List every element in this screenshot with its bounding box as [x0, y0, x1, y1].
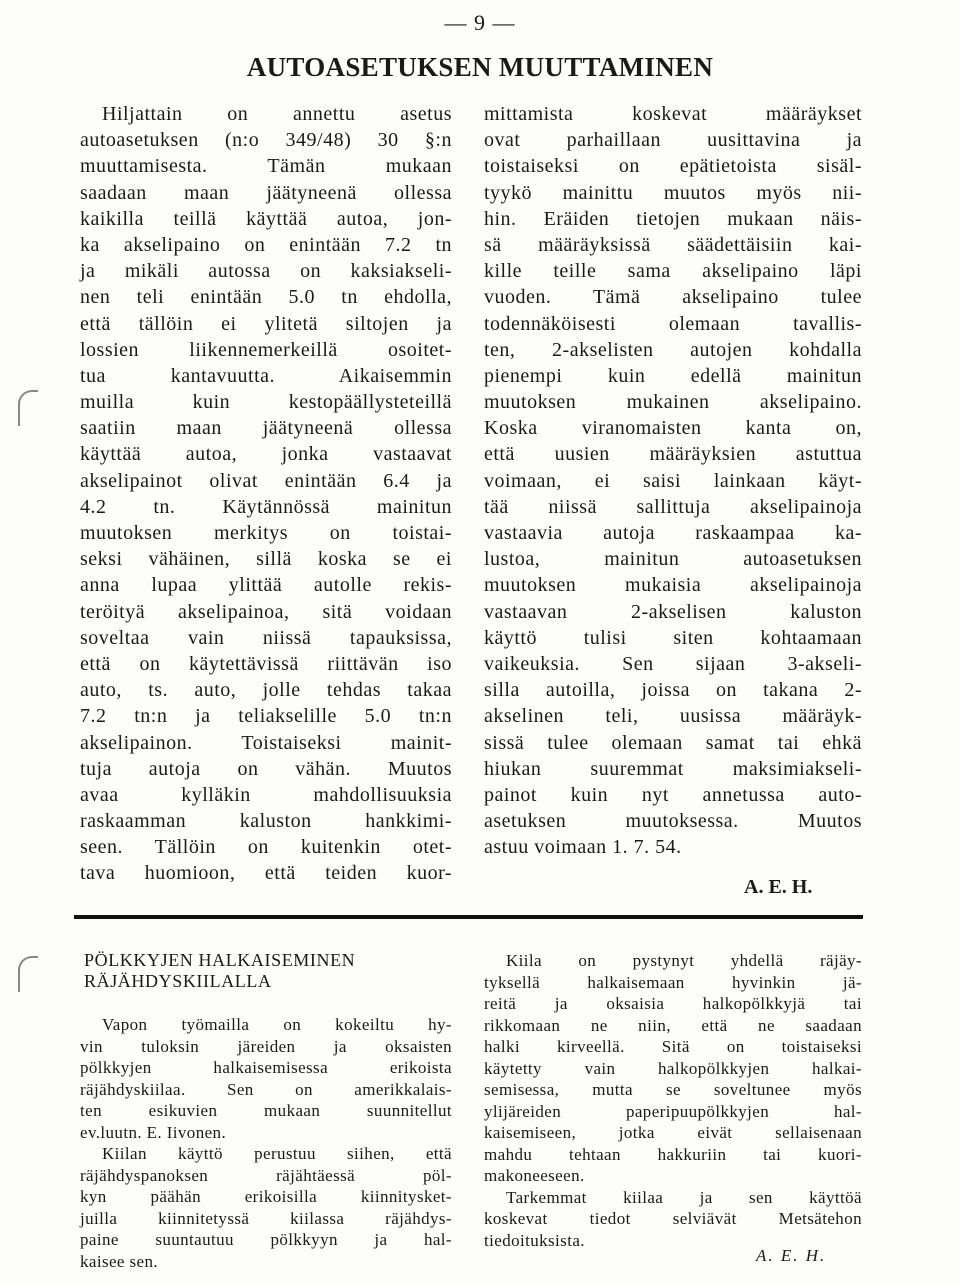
text-line: vin tuloksin järeiden ja oksaisten — [80, 1036, 452, 1056]
text-line: silla autoilla, joissa on takana 2- — [484, 679, 862, 702]
article1-author: A. E. H. — [744, 876, 813, 898]
text-line: kaisee sen. — [80, 1251, 159, 1271]
article2-author: A. E. H. — [756, 1246, 827, 1265]
text-line: ten, 2-akselisten autojen kohdalla — [484, 338, 862, 361]
text-line: seksi vähäinen, sillä koska se ei — [80, 548, 452, 571]
text-line: vastaavan 2-akselisen kaluston — [484, 600, 862, 623]
text-line: tua kantavuutta. Aikaisemmin — [80, 364, 452, 387]
article2-title-line1: PÖLKKYJEN HALKAISEMINEN — [84, 950, 356, 970]
article1-right-column — [484, 101, 862, 860]
text-line: rikkomaan ne niin, että ne saadaan — [484, 1015, 862, 1035]
text-line: kille teille sama akselipaino läpi — [484, 260, 862, 283]
text-line: anna lupaa ylittää autolle rekis- — [80, 574, 452, 597]
text-line: Kiilan käyttö perustuu siihen, että — [102, 1144, 452, 1163]
text-line: makoneeseen. — [484, 1166, 585, 1185]
text-line: paine suuntautuu pölkkyyn ja hal- — [80, 1230, 452, 1249]
text-line: astuu voimaan 1. 7. 54. — [484, 836, 682, 859]
text-line: vuoden. Tämä akselipaino tulee — [484, 286, 862, 309]
text-line: koskevat tiedot selviävät Metsätehon — [484, 1209, 862, 1228]
text-line: muutoksen mukaisia akselipainoja — [484, 574, 862, 597]
text-line: lossien liikennemerkeillä osoitet- — [80, 338, 452, 361]
margin-mark — [18, 956, 38, 992]
text-line: raskaamman kaluston hankkimi- — [80, 810, 452, 833]
text-line: käytetty vain halkopölkkyjen halkai- — [484, 1058, 862, 1078]
text-line: ja mikäli autossa on kaksiakseli- — [80, 260, 452, 283]
text-line: tyksellä halkaisemaan hyvinkin jä- — [484, 972, 862, 992]
text-line: sä määräyksissä säädettäisiin kai- — [484, 233, 862, 256]
text-line: ten esikuvien mukaan suunnitellut — [80, 1101, 452, 1120]
text-line: kaisemiseen, jotka eivät sellaisenaan — [484, 1123, 862, 1142]
text-line: muilla kuin kestopäällysteteillä — [80, 391, 452, 414]
text-line: auto, ts. auto, jolle tehdas takaa — [80, 679, 452, 702]
text-line: reitä ja oksaisia halkopölkkyjä tai — [484, 994, 862, 1013]
text-line: toistaiseksi on epätietoista sisäl- — [484, 155, 862, 178]
text-line: lustoa, mainitun autoasetuksen — [484, 548, 862, 571]
text-line: käyttää autoa, jonka vastaavat — [80, 443, 452, 466]
text-line: saadaan maan jäätyneenä ollessa — [80, 181, 452, 204]
text-line: että tällöin ei ylitetä siltojen ja — [80, 312, 452, 335]
text-line: vastaavia autoja raskaampaa ka- — [484, 522, 862, 544]
text-line: mittamista koskevat määräykset — [484, 103, 862, 125]
text-line: akselipainon. Toistaiseksi mainit- — [80, 731, 452, 754]
text-line: kaikilla teillä käyttää autoa, jon- — [80, 207, 452, 230]
text-line: todennäköisesti olemaan tavallis- — [484, 312, 862, 335]
text-line: halki kirveellä. Sitä on toistaiseksi — [484, 1037, 862, 1056]
article2-title-line2: RÄJÄHDYSKIILALLA — [84, 971, 272, 991]
text-line: pienempi kuin edellä mainitun — [484, 364, 862, 387]
text-line: tuja autoja on vähän. Muutos — [80, 757, 452, 780]
text-line: käyttö tulisi siten kohtaamaan — [484, 626, 862, 649]
text-line: ev.luutn. E. Iivonen. — [80, 1122, 227, 1142]
text-line: semisessa, mutta se soveltunee myös — [484, 1080, 862, 1099]
article2-left-column — [80, 1014, 452, 1272]
text-line: voimaan, ei saisi lainkaan käyt- — [484, 469, 862, 492]
text-line: että uusien määräyksien astuttua — [484, 443, 862, 466]
text-line: ylijäreiden paperipuupölkkyjen hal- — [484, 1101, 862, 1121]
text-line: saatiin maan jäätyneenä ollessa — [80, 417, 452, 440]
text-line: tava huomioon, että teiden kuor- — [80, 862, 452, 885]
text-line: muutoksen mukainen akselipaino. — [484, 391, 862, 414]
text-line: pölkkyjen halkaisemisessa erikoista — [80, 1058, 452, 1077]
article-title: AUTOASETUKSEN MUUTTAMINEN — [246, 52, 714, 82]
text-line: sissä tulee olemaan samat tai ehkä — [484, 731, 862, 754]
text-line: Vapon työmailla on kokeiltu hy- — [102, 1015, 452, 1034]
text-line: teröityä akselipainoa, sitä voidaan — [80, 600, 452, 623]
text-line: seen. Tällöin on kuitenkin otet- — [80, 836, 452, 859]
text-line: Koska viranomaisten kanta on, — [484, 417, 862, 440]
text-line: painot kuin nyt annetussa auto- — [484, 783, 862, 806]
text-line: akselipainot olivat enintään 6.4 ja — [80, 469, 452, 492]
text-line: tää niissä sallittuja akselipainoja — [484, 495, 862, 518]
text-line: ka akselipaino on enintään 7.2 tn — [80, 233, 452, 256]
article2-right-column — [484, 950, 862, 1251]
text-line: mahdu tehtaan hakkuriin tai kuori- — [484, 1144, 862, 1164]
article2-title — [84, 950, 355, 992]
text-line: tiedoituksista. — [484, 1230, 585, 1250]
text-line: muuttamisesta. Tämän mukaan — [80, 155, 452, 178]
section-divider — [74, 915, 863, 919]
text-line: tyykö mainittu muutos myös nii- — [484, 181, 862, 204]
page-number: — 9 — — [444, 10, 516, 35]
text-line: asetuksen muutoksessa. Muutos — [484, 810, 862, 833]
text-line: muutoksen merkitys on toistai- — [80, 522, 452, 544]
text-line: soveltaa vain niissä tapauksissa, — [80, 626, 452, 649]
text-line: nen teli enintään 5.0 tn ehdolla, — [80, 286, 452, 309]
text-line: Hiljattain on annettu asetus — [102, 103, 452, 125]
margin-mark — [18, 390, 38, 426]
text-line: autoasetuksen (n:o 349/48) 30 §:n — [80, 129, 452, 152]
text-line: avaa kylläkin mahdollisuuksia — [80, 783, 452, 806]
text-line: hin. Eräiden tietojen mukaan näis- — [484, 207, 862, 230]
text-line: räjähdyspanoksen räjähtäessä pöl- — [80, 1165, 452, 1185]
text-line: 7.2 tn:n ja teliakselille 5.0 tn:n — [80, 705, 452, 728]
text-line: että on käytettävissä riittävän iso — [80, 652, 452, 675]
text-line: Kiila on pystynyt yhdellä räjäy- — [506, 951, 862, 970]
text-line: akselinen teli, uusissa määräyk- — [484, 705, 862, 728]
text-line: hiukan suuremmat maksimiakseli- — [484, 757, 862, 780]
text-line: juilla kiinnitetyssä kiilassa räjähdys- — [80, 1208, 452, 1228]
text-line: vaikeuksia. Sen sijaan 3-akseli- — [484, 652, 862, 675]
text-line: 4.2 tn. Käytännössä mainitun — [80, 495, 452, 518]
text-line: ovat parhaillaan uusittavina ja — [484, 129, 862, 152]
text-line: kyn päähän erikoisilla kiinnitysket- — [80, 1187, 452, 1206]
text-line: räjähdyskiilaa. Sen on amerikkalais- — [80, 1079, 452, 1099]
text-line: Tarkemmat kiilaa ja sen käyttöä — [506, 1187, 862, 1207]
article1-left-column — [80, 101, 452, 887]
